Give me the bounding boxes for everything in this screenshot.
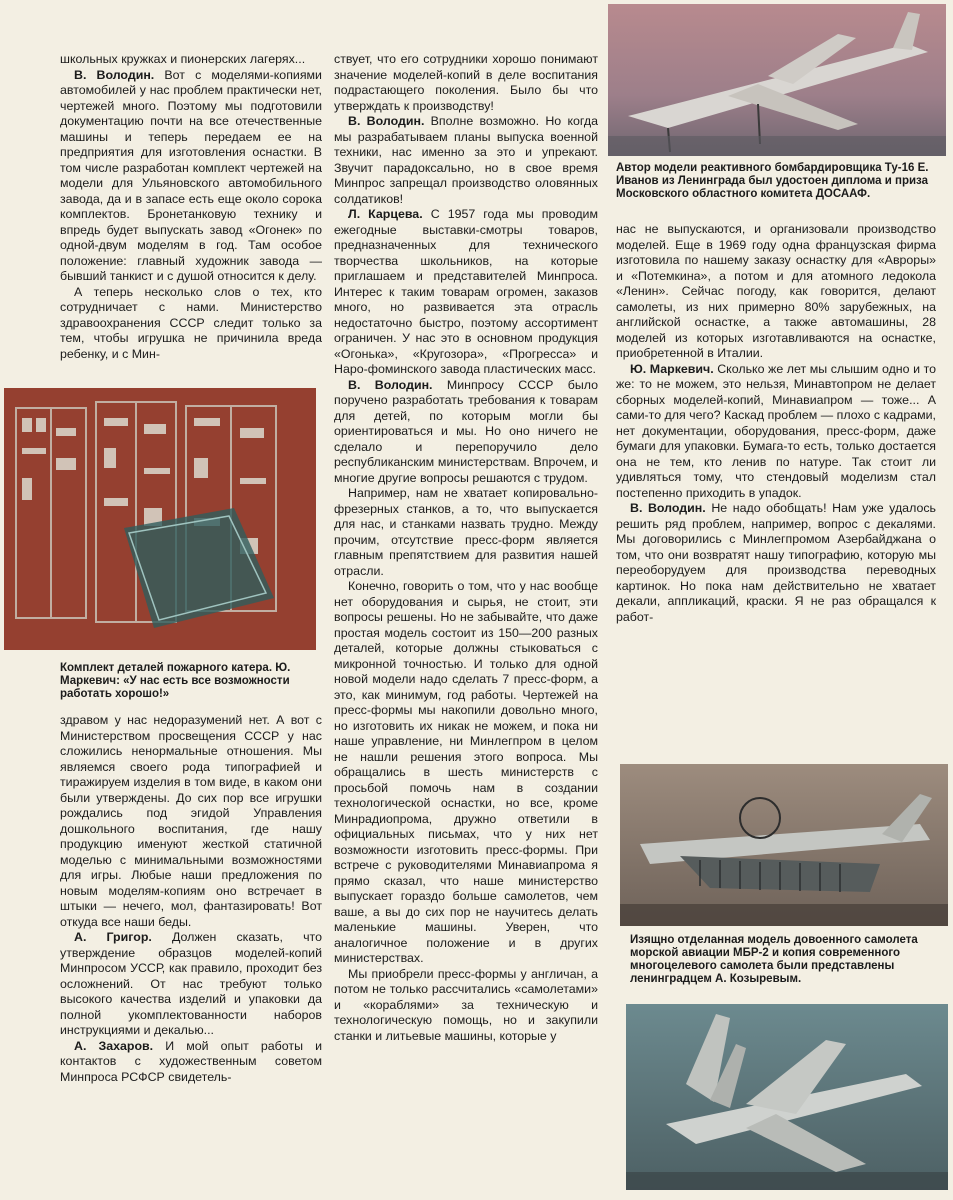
paragraph: ствует, что его сотрудники хорошо понимают значение моделей-копий в деле воспитания подрастающего поколения. Было бы что утверждать к производству! — [334, 52, 598, 113]
photo-caption: Изящно отделанная модель довоенного самолета морской авиации МБР-2 и копия современного многоцелевого самолета были представлены ленинградцем А. Козыревым. — [630, 934, 918, 985]
paragraph-text: С 1957 года мы проводим ежегодные выставки-смотры товаров, предназначенных для технического творчества школьников, на которые приглашаем и представителей Минпроса. Интерес к таким товарам огромен, заказов много, но развивается эта отрасль недостаточно быстро, поэтому ассортимент ограничен. У нас это в основном продукция «Огонька», «Кругозора», «Прогресса» и Наро-фоминского завода пластических масс. — [334, 207, 598, 376]
column-2 — [334, 52, 598, 1172]
paragraph-text: Должен сказать, что утверждение образцов моделей-копий Минпросом УССР, как правило, проходит без осложнений. От нас требуют только высокого качества изделий и упаковки да полной укомплектованности наборов инструкциями и декалью... — [60, 930, 322, 1037]
paragraph — [334, 378, 598, 487]
paragraph-text: Сколько же лет мы слышим одно и то же: то не можем, это нельзя, Минавтопром не делает сборных моделей-копий, Минавиапром — тоже... А сами-то для чего? Каскад проблем — плохо с кадрами, нет документации, оборудования, пресс-форм, даже бумаги для упаковки. Бумага-то есть, только достается она не тем, кто ленив по натуре. Так стоит ли удивляться тому, что стендовый моделизм стал постепенно приходить в упадок. — [616, 361, 936, 500]
speaker-name: А. Григор. — [74, 930, 152, 944]
paragraph-text: Вот с моделями-копиями автомобилей у нас проблем практически нет, чертежей много. Поэтому мы подготовили документацию почти на все отечественные машины и теперь передаем ее на предприятия для изготовления оснастки. В том числе разработан комплект чертежей на модели для Ульяновского автомобильного завода, да и в запасе есть еще около сорока комплектов. Бронетанковую технику и впредь будет выпускать завод «Огонек» по одной-двум моделям в год. Там особое положение: главный художник завода — бывший танкист и с душой относится к делу. — [60, 67, 322, 283]
paragraph-text: И мой опыт работы и контактов с художественным советом Минпроса РСФСР свидетель- — [60, 1038, 322, 1084]
paragraph-text: Вполне возможно. Но когда мы разрабатываем планы выпуска военной техники, нас именно за это и упрекают. Звучит парадоксально, но в свое время Минпрос запрещал производство оловянных солдатиков! — [334, 114, 598, 206]
speaker-name: Л. Карцева. — [348, 207, 423, 221]
paragraph-text: Не надо обобщать! Нам уже удалось решить ряд проблем, например, вопрос с декалями. Мы договорились с Минлегпромом Азербайджана о том, что они возвратят нашу типографию, которую мы переоборудуем для производства переводных картинок. Но пока нам действительно не хватает декали, аппликаций, краски. Я не раз обращался к работ- — [616, 501, 936, 624]
paragraph — [60, 930, 322, 1039]
photo-tu16-model — [608, 4, 946, 156]
photo-caption: Автор модели реактивного бомбардировщика Ту-16 Е. Иванов из Ленинграда был удостоен диплома и приза Московского областного комитета ДОСААФ. — [616, 162, 929, 200]
paragraph: школьных кружках и пионерских лагерях... — [60, 52, 306, 66]
paragraph-text: Минпросу СССР было поручено разработать требования к товарам для детей, по которым могли бы ориентироваться и мы. Но оно ничего не сделало и перепоручило дело республиканским министерствам. Впрочем, и многие другие вопросы решаются с трудом. — [334, 377, 598, 485]
paragraph: Например, нам не хватает копировально-фрезерных станков, а то, что выпускается для нас, и станками назвать трудно. Между прочим, отсутствие пресс-форм является главным препятствием для развития нашей отрасли. — [334, 486, 598, 578]
photo-jet-model — [626, 1004, 948, 1190]
paragraph — [616, 501, 936, 625]
paragraph: нас не выпускаются, и организовали производство моделей. Еще в 1969 году одна французская фирма изготовила по нашему заказу оснастку для «Авроры» и «Потемкина», а потом и для атомного ледокола «Ленин». Сейчас погоду, как говорится, делают самолеты, из них примерно 80% зарубежных, на английской оснастке, а также автомашины, 28 моделей из которых изготавливаются на оснастке, приобретенной в Италии. — [616, 222, 936, 360]
paragraph: здравом у нас недоразумений нет. А вот с Министерством просвещения СССР у нас сложились ненормальные отношения. Мы являемся своего рода типографией и тиражируем изделия в том виде, в каком они были утверждены. До сих пор все игрушки рождались под эгидой Управления дошкольного воспитания, где нашу продукцию именуют жесткой статичной моделью с минимальными возможностями для игры. Любые наши предложения по новым моделям-копиям оно встречает в штыки — нечего, мол, фантазировать! Вот откуда все наши беды. — [60, 713, 322, 929]
column-3-text — [616, 222, 936, 762]
speaker-name: В. Володин. — [348, 377, 433, 392]
speaker-name: В. Володин. — [630, 501, 706, 515]
paragraph — [60, 68, 322, 285]
speaker-name: Ю. Маркевич. — [630, 361, 714, 376]
paragraph: А теперь несколько слов о тех, кто сотрудничает с нами. Министерство здравоохранения СССР следит только за тем, чтобы игрушка не причинила вреда ребенку, и с Мин- — [60, 284, 322, 361]
paragraph: Конечно, говорить о том, что у нас вообще нет оборудования и сырья, не стоит, эти вопросы решены. Но не забывайте, что даже простая модель состоит из 150—200 разных деталей, которые должны стыковаться с микронной точностью. И только для одной новой модели надо сделать 7 пресс-форм, а это, как минимум, год работы. Чертежей на пресс-формы мы накопили довольно много, но изготовить их никак не можем, и пока ни наше управление, ни Минлегпром в целом не нашли решения этого вопроса. Мы обращались в шесть министерств с просьбой помочь нам в создании технологической оснастки, но все, кроме Минрадиопрома, дружно ответили в официальных письмах, что у них нет возможности изготовить пресс-формы. При встрече с руководителями Минавиапрома я прямо сказал, что наше министерство выпускает гораздо больше самолетов, чем ваше, а вы до сих пор не научитесь делать маленькие машины. Уверен, что аналогичное положение и в других министерствах. — [334, 579, 598, 965]
speaker-name: А. Захаров. — [74, 1038, 154, 1053]
column-1-bottom — [60, 713, 322, 1173]
paragraph — [334, 114, 598, 207]
photo-caption: Комплект деталей пожарного катера. Ю. Маркевич: «У нас есть все возможности работать хорошо!» — [60, 662, 291, 700]
paragraph — [60, 1039, 322, 1086]
paragraph: Мы приобрели пресс-формы у англичан, а потом не только рассчитались «самолетами» и «кораблями» за техническую и технологическую помощь, но и закупили станки и литьевые машины, которые у — [334, 966, 598, 1043]
paragraph — [334, 207, 598, 378]
paragraph — [616, 362, 936, 502]
speaker-name: В. Володин. — [348, 114, 425, 128]
photo-fireboat-parts — [4, 388, 316, 650]
column-1-top — [60, 52, 322, 388]
photo-mbr2-model — [620, 764, 948, 926]
speaker-name: В. Володин. — [74, 67, 155, 82]
